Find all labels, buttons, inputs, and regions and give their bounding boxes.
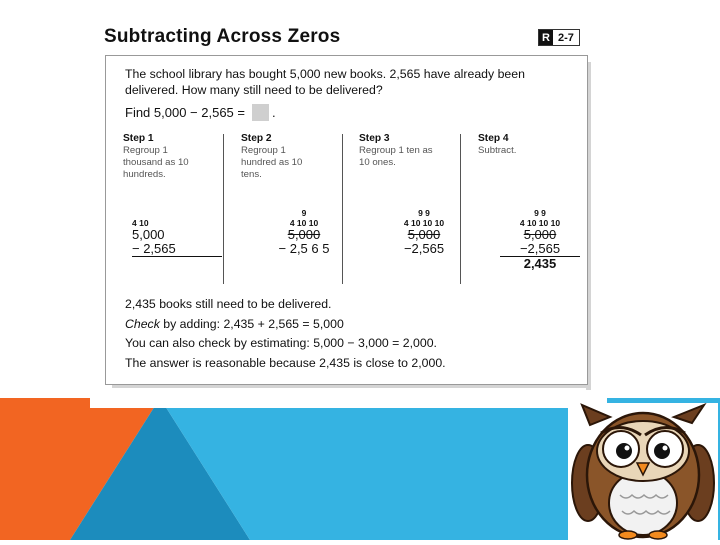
problem-line-1: The school library has bought 5,000 new books. 2,565 have already been: [125, 67, 525, 81]
regroup-mid-4: 4 10 10 10: [519, 218, 561, 228]
check-rest: by adding: 2,435 + 2,565 = 5,000: [159, 316, 344, 331]
subtrahend-4: −2,565: [500, 242, 580, 257]
step-1-line-3: hundreds.: [123, 169, 166, 180]
step-4-line-1: Subtract.: [478, 145, 517, 156]
step-1-heading: Step 1: [123, 133, 154, 144]
step-divider-1: [223, 134, 224, 284]
step-1: [123, 133, 228, 181]
regroup-mid-3: 4 10 10 10: [403, 218, 445, 228]
minuend-2: 5,000: [287, 227, 321, 242]
regroup-top-4: 9 9: [534, 208, 546, 218]
difference-result: 2,435: [523, 256, 557, 271]
work-step-2: [264, 208, 344, 256]
step-3: [359, 133, 464, 169]
answer-blank-box: [252, 104, 269, 121]
regroup-mid-1: 4 10: [132, 218, 149, 228]
regroup-top-2: 9: [301, 208, 307, 218]
subtrahend-3: −2,565: [403, 241, 445, 256]
step-2-line-1: Regroup 1: [241, 145, 286, 156]
conclusion-text: [125, 295, 580, 373]
owl-illustration-frame: [568, 403, 718, 540]
step-3-heading: Step 3: [359, 133, 390, 144]
conclusion-line-3: You can also check by estimating: 5,000 − 3,000 = 2,000.: [125, 336, 437, 350]
step-2-line-3: tens.: [241, 169, 262, 180]
worksheet-title: Subtracting Across Zeros: [104, 26, 341, 47]
step-1-line-1: Regroup 1: [123, 145, 168, 156]
subtrahend-1: − 2,565: [132, 242, 222, 257]
step-4: [478, 133, 583, 157]
step-3-line-2: 10 ones.: [359, 157, 396, 168]
work-step-4: [500, 208, 580, 271]
badge-letter: R: [539, 30, 553, 45]
regroup-top-3: 9 9: [418, 208, 430, 218]
step-2-line-2: hundred as 10: [241, 157, 303, 168]
step-2-heading: Step 2: [241, 133, 272, 144]
step-3-line-1: Regroup 1 ten as: [359, 145, 433, 156]
badge-number: 2-7: [557, 31, 574, 44]
work-step-3: [384, 208, 464, 256]
subtrahend-2: − 2,5 6 5: [278, 241, 330, 256]
worksheet-panel: [105, 55, 588, 385]
regroup-mid-2: 4 10 10: [289, 218, 319, 228]
step-2: [241, 133, 346, 181]
step-4-heading: Step 4: [478, 133, 509, 144]
minuend-4: 5,000: [523, 227, 557, 242]
problem-text: [125, 66, 575, 98]
step-1-line-2: thousand as 10: [123, 157, 189, 168]
check-word: Check: [125, 316, 160, 331]
conclusion-line-2: [125, 315, 580, 335]
find-equation: [125, 104, 276, 121]
minuend-3: 5,000: [407, 227, 441, 242]
worksheet-card: [90, 18, 607, 408]
owl-icon: [568, 403, 718, 540]
find-text: Find 5,000 − 2,565 =: [125, 105, 245, 120]
find-period: .: [271, 105, 276, 120]
minuend-1: 5,000: [132, 227, 165, 242]
work-step-1: [132, 218, 222, 257]
conclusion-line-1: 2,435 books still need to be delivered.: [125, 297, 332, 311]
conclusion-line-4: The answer is reasonable because 2,435 is close to 2,000.: [125, 355, 446, 370]
problem-line-2: delivered. How many still need to be delivered?: [125, 83, 383, 97]
lesson-badge: [538, 29, 580, 46]
